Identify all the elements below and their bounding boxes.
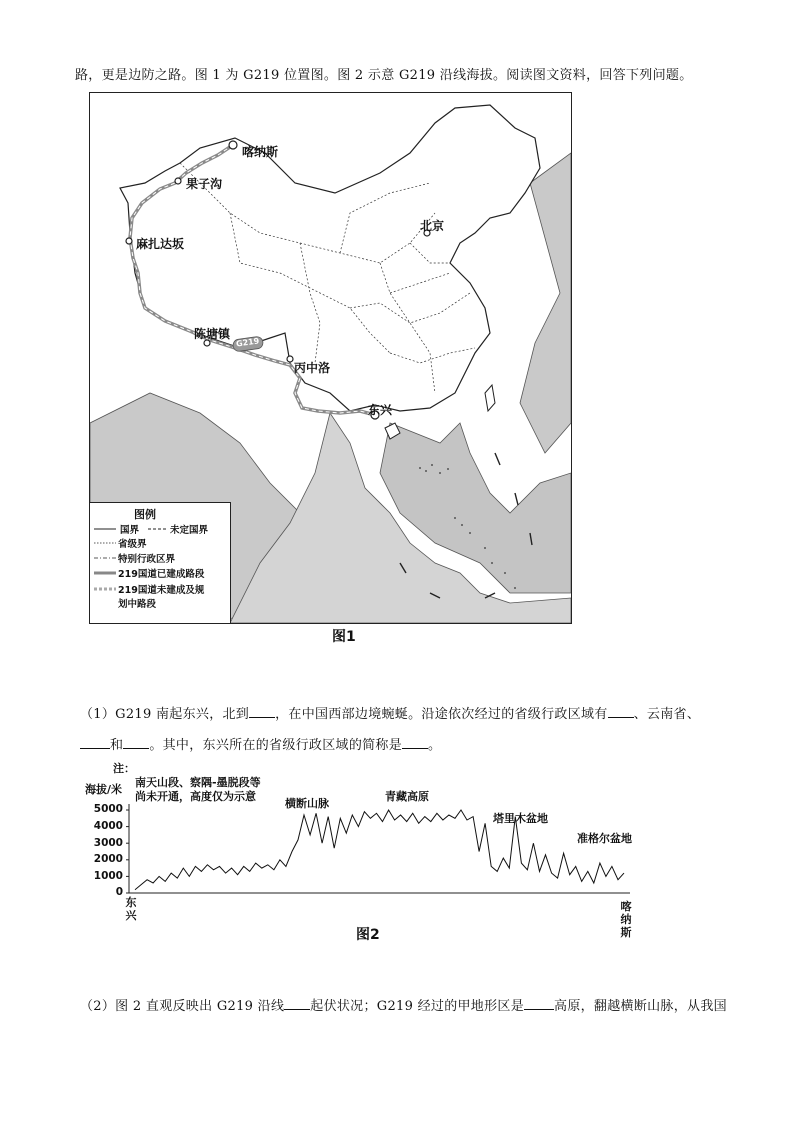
q1-blank-province-1[interactable] bbox=[608, 705, 634, 718]
region-junggar: 准格尔盆地 bbox=[577, 832, 632, 845]
q2-text-a: （2）图 2 直观反映出 G219 沿线 bbox=[80, 999, 285, 1014]
legend-title: 图例 bbox=[134, 508, 156, 521]
figure1-caption: 图1 bbox=[332, 629, 356, 645]
q1-text-1a: （1）G219 南起东兴，北到 bbox=[80, 707, 250, 722]
label-beijing: 北京 bbox=[420, 219, 445, 233]
legend-undetermined-border: 未定国界 bbox=[170, 525, 209, 536]
x-end-label: 喀纳斯 bbox=[620, 900, 632, 939]
chart-ylabel: 海拔/米 bbox=[85, 783, 123, 796]
q1-text-2a: 和 bbox=[110, 738, 124, 753]
elevation-chart bbox=[85, 760, 645, 940]
label-bingzhongluo: 丙中洛 bbox=[294, 361, 331, 375]
label-kanas: 喀纳斯 bbox=[242, 145, 279, 159]
legend-sar-border: 特别行政区界 bbox=[118, 554, 176, 565]
legend-unbuilt-road-1: 219国道未建成及规 bbox=[118, 585, 205, 596]
figure2-caption: 图2 bbox=[356, 927, 380, 943]
q1-text-1c: 、云南省、 bbox=[633, 707, 701, 722]
chart-note-label: 注： bbox=[113, 762, 135, 775]
q1-blank-abbreviation[interactable] bbox=[402, 736, 428, 749]
question2-line1 bbox=[80, 995, 727, 1014]
q1-blank-province-2[interactable] bbox=[80, 736, 110, 749]
q1-blank-north-end[interactable] bbox=[249, 705, 275, 718]
ytick-4000: 4000 bbox=[93, 820, 123, 832]
region-qingzang: 青藏高原 bbox=[385, 790, 429, 803]
ytick-0: 0 bbox=[115, 886, 123, 898]
q1-blank-province-3[interactable] bbox=[123, 736, 149, 749]
question1-line1 bbox=[80, 703, 700, 722]
region-hengduan: 横断山脉 bbox=[285, 797, 329, 810]
legend-unbuilt-road-2: 划中路段 bbox=[118, 599, 157, 610]
intro-text: 路，更是边防之路。图 1 为 G219 位置图。图 2 示意 G219 沿线海拔。阅读图文资料，回答下列问题。 bbox=[75, 68, 693, 83]
label-dongxing: 东兴 bbox=[368, 403, 393, 417]
q1-text-2c: 。 bbox=[428, 738, 442, 753]
question1-line2 bbox=[80, 734, 441, 753]
q1-text-2b: 。其中，东兴所在的省级行政区域的简称是 bbox=[149, 738, 403, 753]
q2-blank-landform[interactable] bbox=[524, 997, 554, 1010]
ytick-5000: 5000 bbox=[93, 803, 123, 815]
label-guozigou: 果子沟 bbox=[186, 177, 223, 191]
location-map bbox=[89, 92, 572, 624]
g219-badge: G219 bbox=[235, 336, 260, 349]
chart-note-line1: 南天山段、察隅-墨脱段等 bbox=[135, 776, 261, 789]
legend-national-border: 国界 bbox=[120, 525, 140, 536]
chart-note-line2: 尚未开通，高度仅为示意 bbox=[135, 790, 256, 803]
ytick-3000: 3000 bbox=[93, 837, 123, 849]
legend-built-road: 219国道已建成路段 bbox=[118, 569, 205, 580]
elevation-plot bbox=[85, 760, 645, 940]
legend-provincial-border: 省级界 bbox=[118, 539, 147, 550]
q2-text-b: 起伏状况；G219 经过的甲地形区是 bbox=[310, 999, 525, 1014]
ytick-2000: 2000 bbox=[93, 853, 123, 865]
region-tarim: 塔里木盆地 bbox=[493, 812, 548, 825]
label-chentang: 陈塘镇 bbox=[194, 327, 231, 341]
q2-blank-terrain[interactable] bbox=[284, 997, 310, 1010]
q2-text-c: 高原，翻越横断山脉，从我国 bbox=[554, 999, 727, 1014]
x-start-label: 东兴 bbox=[125, 896, 137, 922]
map-legend bbox=[90, 502, 231, 624]
label-mazhadaban: 麻扎达坂 bbox=[136, 237, 185, 251]
elevation-series-line bbox=[135, 810, 624, 890]
q1-text-1b: ，在中国西部边境蜿蜒。沿途依次经过的省级行政区域有 bbox=[275, 707, 608, 722]
ytick-1000: 1000 bbox=[93, 870, 123, 882]
